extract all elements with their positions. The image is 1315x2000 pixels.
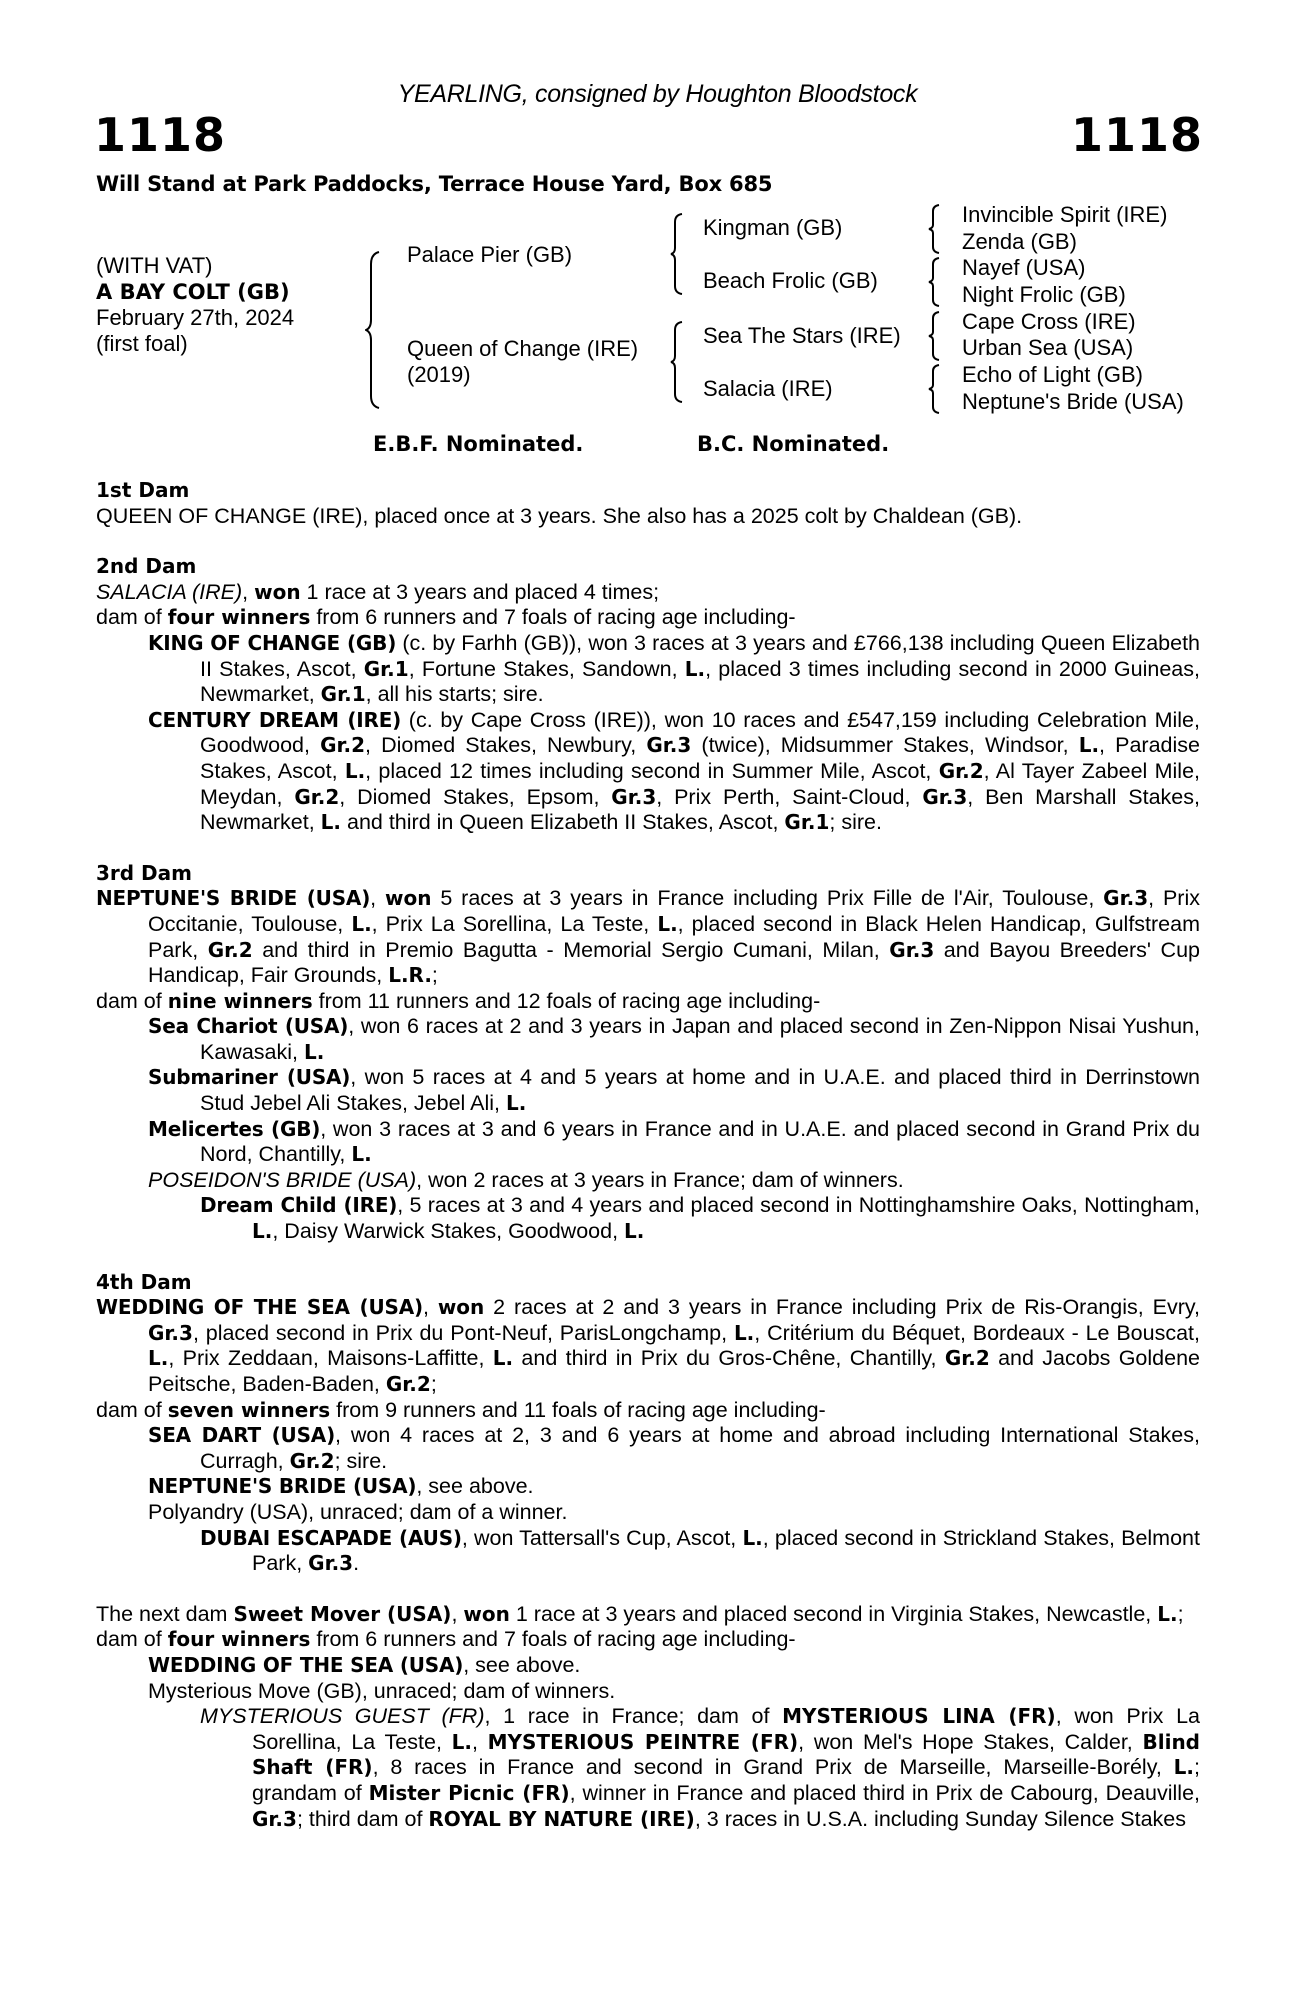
race-grade: Gr.3: [646, 733, 692, 758]
race-grade: Gr.2: [944, 1346, 990, 1371]
race-grade: Gr.3: [148, 1320, 193, 1345]
dam-name: NEPTUNE'S BRIDE (USA): [96, 886, 371, 911]
race-grade: L.: [492, 1346, 514, 1371]
record-text: ; sire.: [334, 1448, 388, 1473]
progeny-name: DUBAI ESCAPADE (AUS): [200, 1525, 462, 1550]
third-dam-heading: 3rd Dam: [96, 860, 192, 885]
record-text: , all his starts; sire.: [365, 682, 544, 707]
dam-name: Queen of Change (IRE): [407, 336, 639, 361]
sire-name: Palace Pier (GB): [407, 242, 573, 267]
race-grade: L.: [1078, 733, 1100, 758]
foaling-date: February 27th, 2024: [96, 305, 295, 330]
record-text: , placed 12 times including second in Summer Mile, Ascot,: [365, 758, 939, 783]
gen3-ancestor: Invincible Spirit (IRE): [962, 202, 1168, 227]
produce-post: from 9 runners and 11 foals of racing age including-: [330, 1397, 826, 1422]
next-dam-record: The next dam Sweet Mover (USA), won 1 race at 3 years and placed second in Virginia Stakes, Newcastle, L.;: [96, 1601, 1184, 1626]
produce-count: seven winners: [167, 1397, 331, 1422]
record-text: , placed second in Strickland Stakes, Belmont Park,: [252, 1525, 1200, 1576]
record-text: , won 3 races at 3 and 6 years in France and in U.A.E. and placed second in Grand Prix du Nord, Chantilly,: [200, 1116, 1200, 1167]
sire-dam: Beach Frolic (GB): [703, 268, 878, 293]
catalogue-body: [96, 478, 1200, 1832]
race-grade: L.: [351, 1142, 372, 1167]
record-text: and Bayou Breeders' Cup Handicap, Fair Grounds,: [148, 937, 1200, 988]
lot-number-right: 1118: [1070, 108, 1203, 162]
race-grade: L.: [733, 1320, 755, 1345]
race-grade: L.: [344, 758, 366, 783]
second-dam-record-text: 1 race at 3 years and placed 4 times;: [300, 579, 660, 604]
gen3-ancestor: Night Frolic (GB): [962, 282, 1126, 307]
brace-dam: [670, 320, 686, 404]
progeny-entry: [148, 1653, 1200, 1679]
dam-sire: Sea The Stars (IRE): [703, 323, 901, 348]
race-grade: Gr.1: [363, 656, 409, 681]
record-text: , won 6 races at 2 and 3 years in Japan and placed second in Zen-Nippon Nisai Yushun, Kawasaki,: [200, 1014, 1200, 1064]
daughter-name: Mysterious Move (GB): [148, 1678, 362, 1703]
produce-post: from 6 runners and 7 foals of racing age including-: [310, 1627, 796, 1652]
record-text: , won Tattersall's Cup, Ascot,: [461, 1525, 743, 1550]
daughter-text: , unraced; dam of winners.: [361, 1678, 616, 1703]
record-text: ; third dam of: [296, 1806, 429, 1831]
race-grade: L.: [303, 1039, 325, 1064]
third-dam-record: NEPTUNE'S BRIDE (USA), won 5 races at 3 years in France including Prix Fille de l'Air, Toulouse, Gr.3, Prix Occitanie, Toulouse, L., Prix La Sorellina, La Teste, L., placed second in Black Helen Handicap, Gulfstream Park, Gr.2 and third in Premio Bagutta - Memorial Sergio Cumani, Milan, Gr.3 and Bayou Breeders' Cup Handicap, Fair Grounds, L.R.;: [96, 886, 1201, 988]
race-grade: L.: [742, 1525, 763, 1550]
record-text: ;: [1177, 1601, 1184, 1626]
record-text: (twice), Midsummer Stakes, Windsor,: [691, 733, 1079, 758]
record-text: , Ben Marshall Stakes, Newmarket,: [200, 784, 1200, 835]
record-text: (c. by Cape Cross (IRE)), won 10 races and £547,159 including Celebration Mile, Goodwood,: [200, 707, 1200, 758]
race-grade: Mister Picnic (FR): [368, 1780, 570, 1805]
race-grade: L.: [505, 1091, 527, 1116]
record-text: ;: [430, 1372, 437, 1396]
next-dam-record-text: [510, 1602, 1184, 1626]
record-text: , placed second in Black Helen Handicap, Gulfstream Park,: [148, 911, 1201, 962]
daughter-text: , unraced; dam of a winner.: [308, 1499, 568, 1524]
progeny-entry: [148, 1423, 1200, 1474]
record-text: ,: [471, 1729, 488, 1754]
stabling-location: Will Stand at Park Paddocks, Terrace House Yard, Box 685: [96, 172, 773, 196]
record-text: and third in Premio Bagutta - Memorial Sergio Cumani, Milan,: [252, 937, 890, 962]
consignor-line: YEARLING, consigned by Houghton Bloodstock: [397, 80, 918, 108]
first-dam-text: QUEEN OF CHANGE (IRE), placed once at 3 years. She also has a 2025 colt by Chaldean (GB).: [96, 503, 1023, 528]
record-text: , won 4 races at 2, 3 and 6 years at home and abroad including International Stakes, Curragh,: [200, 1423, 1200, 1473]
next-dam-produce: [96, 1627, 1200, 1653]
race-grade: L.R.: [388, 963, 432, 988]
daughter-name: Polyandry (USA): [148, 1499, 309, 1524]
race-grade: Gr.3: [308, 1551, 354, 1576]
record-text: , won Mel's Hope Stakes, Calder,: [798, 1729, 1143, 1754]
foal-note: (first foal): [96, 331, 188, 356]
produce-pre: dam of: [96, 1627, 168, 1652]
record-text: , Critérium du Béquet, Bordeaux - Le Bouscat,: [754, 1320, 1200, 1345]
first-dam-heading: 1st Dam: [96, 478, 190, 502]
daughter-entry: [148, 1168, 1200, 1194]
race-grade: Gr.3: [252, 1806, 297, 1831]
race-grade: Gr.2: [320, 733, 366, 758]
progeny-name: SEA DART (USA): [148, 1423, 336, 1448]
record-text: , won Prix La Sorellina, La Teste,: [252, 1704, 1200, 1754]
race-grade: L.: [148, 1346, 169, 1371]
dam-dam: Salacia (IRE): [703, 376, 833, 401]
progeny-entry: [148, 1014, 1200, 1065]
brace-gen1: [365, 250, 385, 410]
race-grade: Gr.2: [289, 1448, 335, 1473]
race-grade: L.: [684, 656, 706, 681]
race-grade: L.: [1173, 1755, 1195, 1780]
ebf-nomination: E.B.F. Nominated.: [373, 432, 584, 456]
record-text: , see above.: [416, 1474, 534, 1499]
brace-g3-2: [928, 256, 942, 308]
record-text: , 8 races in France and second in Grand Prix de Marseille, Marseille-Borély,: [372, 1755, 1174, 1780]
record-text: 1 race at 3 years and placed second in Virginia Stakes, Newcastle,: [509, 1601, 1158, 1626]
horse-name: A BAY COLT (GB): [96, 280, 290, 304]
progeny-name: NEPTUNE'S BRIDE (USA): [148, 1474, 417, 1499]
race-grade: Gr.1: [320, 682, 366, 707]
race-grade: MYSTERIOUS LINA (FR): [782, 1704, 1056, 1729]
record-text: , Fortune Stakes, Sandown,: [408, 656, 685, 681]
record-text: , Prix Zeddaan, Maisons-Laffitte,: [168, 1346, 493, 1371]
record-text: .: [353, 1551, 360, 1576]
race-grade: L.: [451, 1729, 472, 1754]
record-text: , Prix La Sorellina, La Teste,: [371, 911, 658, 936]
gen3-ancestor: Zenda (GB): [962, 229, 1077, 254]
race-grade: Gr.2: [294, 784, 340, 809]
race-grade: L.: [252, 1219, 273, 1244]
race-grade: Gr.2: [938, 758, 984, 783]
second-dam-name: SALACIA (IRE): [96, 579, 243, 604]
granddaughter-name: MYSTERIOUS GUEST (FR): [200, 1704, 485, 1729]
daughter-entry: [148, 1500, 1200, 1526]
record-text: 2 races at 2 and 3 years in France including Prix de Ris-Orangis, Evry,: [484, 1295, 1200, 1320]
produce-pre: dam of: [96, 988, 168, 1013]
record-text: , placed second in Prix du Pont-Neuf, ParisLongchamp,: [192, 1320, 734, 1345]
race-grade: L.: [351, 911, 372, 936]
second-dam-record: SALACIA (IRE), won 1 race at 3 years and placed 4 times;: [96, 579, 660, 604]
won-label: won: [254, 579, 301, 604]
record-text: ; grandam of: [252, 1755, 1200, 1805]
record-text: ; sire.: [829, 810, 882, 835]
race-grade: MYSTERIOUS PEINTRE (FR): [487, 1729, 799, 1754]
gen3-ancestor: Cape Cross (IRE): [962, 309, 1136, 334]
record-text: , 5 races at 3 and 4 years and placed second in Nottinghamshire Oaks, Nottingham,: [397, 1193, 1200, 1218]
race-grade: L.: [1157, 1601, 1178, 1626]
third-dam-produce: [96, 989, 1200, 1015]
grand-progeny-entry: [200, 1526, 1200, 1577]
next-dam-name: Sweet Mover (USA): [233, 1601, 452, 1626]
record-text: , placed 3 times including second in 2000 Guineas, Newmarket,: [200, 656, 1200, 707]
second-dam-produce: [96, 605, 1200, 631]
produce-count: four winners: [167, 605, 311, 630]
next-dam-pre: The next dam: [96, 1601, 234, 1626]
record-text: , Al Tayer Zabeel Mile, Meydan,: [200, 758, 1200, 809]
gen3-ancestor: Urban Sea (USA): [962, 335, 1134, 360]
record-text: , 3 races in U.S.A. including Sunday Silence Stakes: [694, 1806, 1186, 1831]
second-dam-heading: 2nd Dam: [96, 554, 197, 579]
progeny-name: Melicertes (GB): [148, 1116, 321, 1141]
race-grade: Gr.1: [784, 810, 830, 835]
record-text: and Jacobs Goldene Peitsche, Baden-Baden,: [148, 1346, 1200, 1396]
produce-pre: dam of: [96, 605, 168, 630]
record-text: (c. by Farhh (GB)), won 3 races at 3 years and £766,138 including Queen Elizabeth II Stakes, Ascot,: [200, 630, 1201, 681]
record-text: , Prix Occitanie, Toulouse,: [148, 886, 1200, 936]
record-text: 5 races at 3 years in France including Prix Fille de l'Air, Toulouse,: [431, 886, 1104, 911]
race-grade: L.: [657, 911, 678, 936]
lot-number-left: 1118: [94, 108, 227, 162]
produce-post: from 11 runners and 12 foals of racing age including-: [312, 988, 821, 1013]
progeny-name: Sea Chariot (USA): [148, 1014, 349, 1039]
dam-name: WEDDING OF THE SEA (USA): [96, 1295, 423, 1320]
produce-count: nine winners: [167, 988, 313, 1013]
gen3-ancestor: Neptune's Bride (USA): [962, 389, 1184, 414]
fourth-dam-produce: [96, 1398, 1200, 1424]
record-text: , see above.: [463, 1652, 581, 1677]
progeny-entry: [148, 708, 1200, 836]
brace-g3-3: [928, 310, 942, 362]
progeny-name: WEDDING OF THE SEA (USA): [148, 1652, 464, 1677]
record-text: , Diomed Stakes, Epsom,: [339, 784, 612, 809]
brace-g3-4: [928, 363, 942, 415]
dam-year: (2019): [407, 362, 471, 387]
produce-pre: dam of: [96, 1397, 168, 1422]
progeny-entry: [148, 1065, 1200, 1116]
record-text: , won 5 races at 4 and 5 years at home and in U.A.E. and placed third in Derrinstown Stud Jebel Ali Stakes, Jebel Ali,: [200, 1065, 1200, 1116]
race-grade: Gr.3: [922, 784, 968, 809]
won-label: won: [437, 1295, 485, 1320]
race-grade: ROYAL BY NATURE (IRE): [428, 1806, 695, 1831]
produce-post: from 6 runners and 7 foals of racing age including-: [310, 605, 796, 630]
daughter-entry: [148, 1679, 1200, 1705]
progeny-name: Dream Child (IRE): [200, 1193, 398, 1218]
record-text: , Paradise Stakes, Ascot,: [200, 733, 1200, 783]
progeny-name: CENTURY DREAM (IRE): [148, 707, 402, 732]
brace-g3-1: [928, 203, 942, 255]
race-grade: Gr.3: [611, 784, 657, 809]
progeny-entry: [148, 1474, 1200, 1500]
race-grade: Blind Shaft (FR): [252, 1729, 1200, 1780]
record-text: , Daisy Warwick Stakes, Goodwood,: [272, 1219, 625, 1244]
progeny-entry: [148, 1117, 1200, 1168]
daughter-text: , won 2 races at 3 years in France; dam of winners.: [416, 1167, 904, 1192]
gen3-ancestor: Echo of Light (GB): [962, 362, 1143, 387]
bc-nomination: B.C. Nominated.: [697, 432, 890, 456]
progeny-entry: [148, 631, 1200, 708]
brace-sire: [670, 212, 686, 296]
race-grade: Gr.3: [889, 937, 935, 962]
won-label: won: [463, 1601, 510, 1626]
record-text: , Prix Perth, Saint-Cloud,: [656, 784, 923, 809]
vat-note: (WITH VAT): [96, 253, 213, 278]
race-grade: Gr.3: [1103, 886, 1149, 911]
progeny-name: Submariner (USA): [148, 1065, 351, 1090]
won-label: won: [385, 886, 432, 911]
record-text: , Diomed Stakes, Newbury,: [365, 733, 647, 758]
record-text: and third in Prix du Gros-Chêne, Chantilly,: [513, 1346, 945, 1371]
record-text: , 1 race in France; dam of: [484, 1704, 783, 1729]
granddaughter-entry: [200, 1704, 1200, 1832]
record-text: and third in Queen Elizabeth II Stakes, Ascot,: [341, 810, 785, 835]
race-grade: Gr.2: [207, 937, 253, 962]
produce-count: four winners: [167, 1627, 311, 1652]
race-grade: L.: [624, 1219, 645, 1244]
sire-sire: Kingman (GB): [703, 215, 843, 240]
race-grade: Gr.2: [385, 1372, 431, 1396]
record-text: , winner in France and placed third in Prix de Cabourg, Deauville,: [569, 1780, 1200, 1805]
daughter-name: POSEIDON'S BRIDE (USA): [148, 1167, 417, 1192]
gen3-ancestor: Nayef (USA): [962, 255, 1086, 280]
grand-progeny-entry: [200, 1193, 1200, 1244]
progeny-name: KING OF CHANGE (GB): [148, 630, 397, 655]
fourth-dam-record: WEDDING OF THE SEA (USA), won 2 races at 2 and 3 years in France including Prix de Ris-Orangis, Evry, Gr.3, placed second in Prix du Pont-Neuf, ParisLongchamp, L., Critérium du Béquet, Bordeaux - Le Bouscat, L., Prix Zeddaan, Maisons-Laffitte, L. and third in Prix du Gros-Chêne, Chantilly, Gr.2 and Jacobs Goldene Peitsche, Baden-Baden, Gr.2;: [96, 1295, 1200, 1396]
fourth-dam-heading: 4th Dam: [96, 1269, 192, 1294]
record-text: ;: [431, 963, 438, 988]
race-grade: L.: [320, 810, 342, 835]
